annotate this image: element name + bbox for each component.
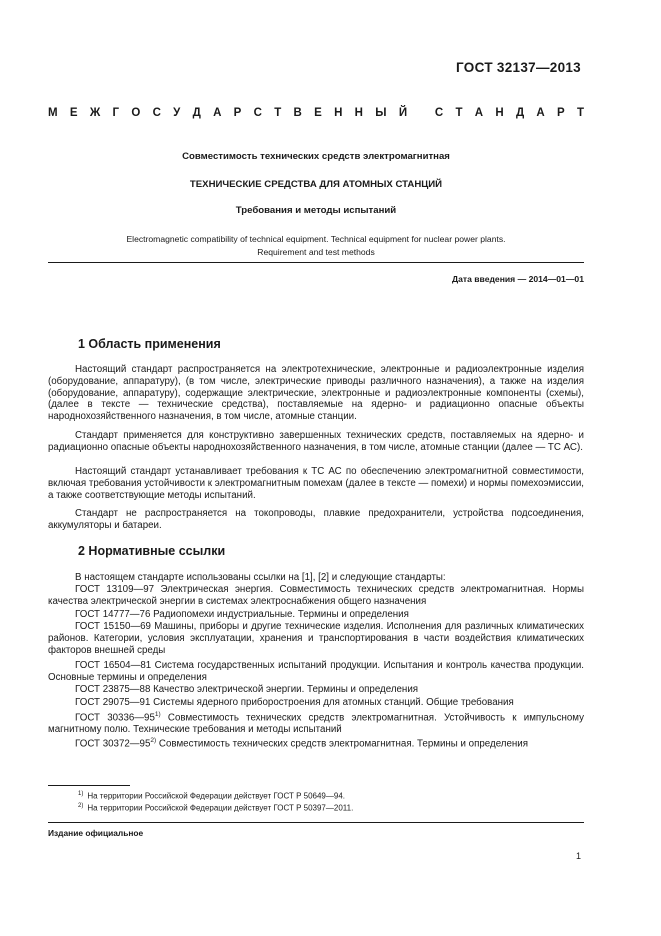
standard-type-letter: Е <box>69 107 78 119</box>
word-gap <box>419 107 422 119</box>
title-line-1: Совместимость технических средств электромагнитная <box>182 151 450 162</box>
reference-code: ГОСТ 29075—91 <box>75 697 151 708</box>
english-title-line-2: Requirement and test methods <box>257 246 375 257</box>
footnote-divider <box>48 785 130 786</box>
edition-label: Издание официальное <box>48 828 144 838</box>
english-title <box>48 233 584 258</box>
reference-code: ГОСТ 30372—95 <box>75 738 151 750</box>
standard-type-letter: Р <box>557 107 565 119</box>
reference-entry <box>48 735 584 750</box>
reference-text: Совместимость технических средств электромагнитная. Термины и определения <box>158 738 529 750</box>
standard-type-letter: С <box>152 107 161 119</box>
reference-code: ГОСТ 30336—95 <box>75 712 155 724</box>
section-2-heading: 2 Нормативные ссылки <box>78 544 226 558</box>
standard-type-letter: У <box>173 107 181 119</box>
standard-type-letter: Р <box>233 107 242 119</box>
standard-type-letter: Т <box>274 107 282 119</box>
reference-text: Система государственных испытаний продукции. Испытания и контроль качества продукции. Основные термины и определения <box>48 660 584 683</box>
reference-text: Радиопомехи индустриальные. Термины и определения <box>153 609 409 620</box>
reference-entry <box>48 584 584 608</box>
section-1-heading: 1 Область применения <box>78 337 221 351</box>
reference-entry <box>48 709 584 736</box>
footnote <box>78 803 353 813</box>
standard-type-letter: Н <box>354 107 363 119</box>
standard-type-letter: С <box>434 107 444 119</box>
standard-type-letter: Д <box>515 107 525 119</box>
footnote <box>78 791 345 801</box>
reference-text: Системы ядерного приборостроения для атомных станций. Общие требования <box>153 697 514 708</box>
section-1-paragraph: Стандарт не распространяется на токопроводы, плавкие предохранители, устройства подсоединения, аккумуляторы и батареи. <box>48 508 584 531</box>
footnote-mark: 2) <box>78 803 84 809</box>
standard-type-letter: О <box>131 107 141 119</box>
standard-type-letter: А <box>536 107 545 119</box>
standard-type-letter: Д <box>192 107 201 119</box>
standard-type-letter: В <box>293 107 302 119</box>
standard-type-letter: Й <box>398 107 408 119</box>
standard-type-letter: Т <box>576 107 584 119</box>
reference-code: ГОСТ 13109—97 <box>75 584 155 595</box>
reference-text: Качество электрической энергии. Термины и определения <box>153 684 419 695</box>
reference-entry <box>48 684 584 696</box>
footnote-mark: 2) <box>150 737 157 744</box>
reference-code: ГОСТ 23875—88 <box>75 684 151 695</box>
standard-type-letter: Т <box>455 107 463 119</box>
reference-text: Машины, приборы и другие технические изделия. Исполнения для различных климатических районов. Категории, условия эксплуатации, хранения и транспортирования в части воздействия климатических факторов внешней среды <box>48 621 584 656</box>
standard-type-letter: А <box>474 107 484 119</box>
footnote-mark: 1) <box>78 791 84 797</box>
section-1-paragraph: Стандарт применяется для конструктивно завершенных технических средств, поставляемых на ядерно- и радиационно опасные объекты народнохозяйственного назначения, в том числе, атомные станции (далее — ТС АС). <box>48 430 584 453</box>
standard-type-letter: С <box>253 107 262 119</box>
standard-type-letter: Н <box>495 107 504 119</box>
title-line-2: ТЕХНИЧЕСКИЕ СРЕДСТВА ДЛЯ АТОМНЫХ СТАНЦИЙ <box>189 179 443 190</box>
standard-type-letter: Ы <box>375 107 387 119</box>
title-line-3: Требования и методы испытаний <box>235 205 397 216</box>
reference-text: Совместимость технических средств электромагнитная. Устойчивость к импульсному магнитному полю. Технические требования и методы испытаний <box>48 712 584 736</box>
section-2-intro: В настоящем стандарте использованы ссылки на [1], [2] и следующие стандарты: <box>75 572 446 583</box>
standard-type-letter: А <box>213 107 222 119</box>
bottom-divider <box>48 822 584 823</box>
section-1-paragraph: Настоящий стандарт устанавливает требования к ТС АС по обеспечению электромагнитной совместимости, включая требования устойчивости к электромагнитным помехам (далее в тексте — помехи) и нормы помехоэмиссии, а также соответствующие методы испытаний. <box>48 466 584 501</box>
reference-text: Электрическая энергия. Совместимость технических средств электромагнитная. Нормы качества электрической энергии в системах электроснабжения общего назначения <box>48 584 584 607</box>
reference-entry <box>48 609 584 621</box>
page-number: 1 <box>575 851 581 861</box>
english-title-line-1: Electromagnetic compatibility of technical equipment. Technical equipment for nuclear power plants. <box>126 234 506 244</box>
standard-type-letter: Н <box>334 107 343 119</box>
standard-type-letter: М <box>48 107 58 119</box>
footnote-text: На территории Российской Федерации действует ГОСТ Р 50397—2011. <box>87 803 354 813</box>
reference-code: ГОСТ 16504—81 <box>75 660 152 671</box>
reference-code: ГОСТ 14777—76 <box>75 609 151 620</box>
footnote-mark: 1) <box>154 711 161 718</box>
standard-type <box>48 107 584 119</box>
standard-type-letter: Г <box>112 107 120 119</box>
intro-date: Дата введения — 2014—01—01 <box>451 274 584 284</box>
gost-number: ГОСТ 32137—2013 <box>456 60 581 75</box>
reference-entry <box>48 697 584 709</box>
title-divider <box>48 262 584 263</box>
standard-type-letter: Е <box>314 107 322 119</box>
standard-type-letter: Ж <box>89 107 101 119</box>
section-1-paragraph: Настоящий стандарт распространяется на электротехнические, электронные и радиоэлектронные изделия (оборудование, аппаратуру), (в том числе, электрические приводы различного назначения), а также на изделия (оборудование, аппаратуру), содержащие электрические, электронные и радиоэлектронные компоненты (схемы), (далее в тексте — технические средства), поставляемые на ядерно- и радиационно опасные объекты народнохозяйственного назначения, в том числе, атомные станции. <box>48 364 584 423</box>
reference-code: ГОСТ 15150—69 <box>75 621 151 632</box>
reference-entry <box>48 621 584 656</box>
reference-entry <box>48 660 584 684</box>
footnote-text: На территории Российской Федерации действует ГОСТ Р 50649—94. <box>87 791 345 801</box>
